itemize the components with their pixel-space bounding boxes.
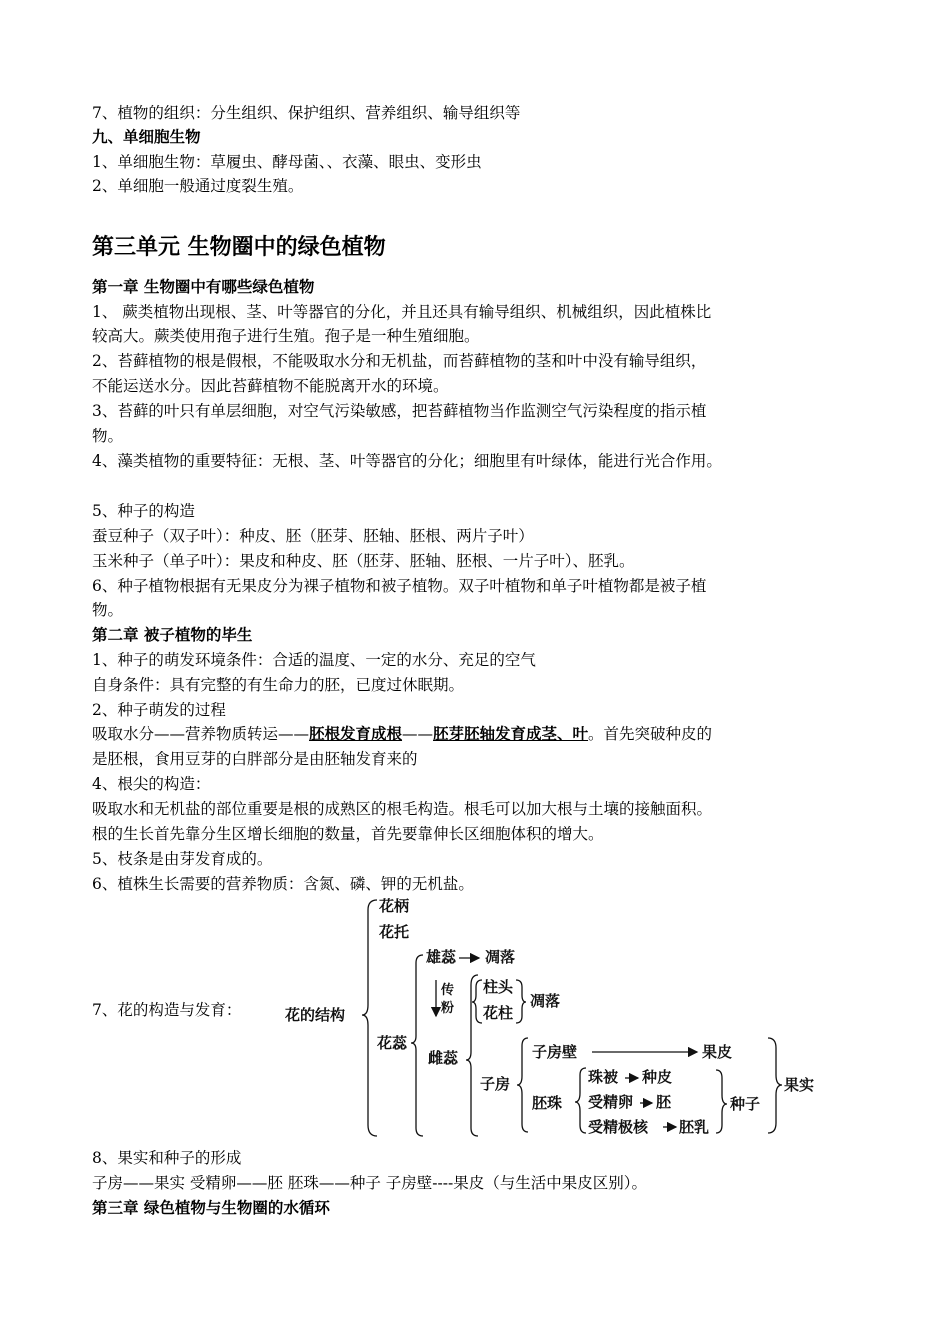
text-line: 1、 蕨类植物出现根、茎、叶等器官的分化，并且还具有输导组织、机械组织，因此植株比 — [92, 303, 712, 321]
text-line: 1、单细胞生物：草履虫、酵母菌、、衣藻、眼虫、变形虫 — [92, 153, 482, 171]
text-line: 6、种子植物根据有无果皮分为裸子植物和被子植物。双子叶植物和单子叶植物都是被子植 — [92, 577, 707, 595]
diagram-label: 种皮 — [642, 1068, 673, 1086]
text-line: 2、单细胞一般通过度裂生殖。 — [92, 177, 304, 195]
diagram-label: 胚乳 — [679, 1118, 710, 1136]
text-line: 8、果实和种子的形成 — [92, 1149, 242, 1167]
diagram-label: 花柱 — [483, 1004, 514, 1022]
text-line: 吸取水和无机盐的部位重要是根的成熟区的根毛构造。根毛可以加大根与土壤的接触面积。 — [92, 800, 713, 818]
text-line: 子房——果实 受精卵——胚 胚珠——种子 子房壁----果皮（与生活中果皮区别）。 — [92, 1174, 647, 1192]
text-line: 不能运送水分。因此苔藓植物不能脱离开水的环境。 — [92, 377, 449, 395]
unit-title: 第三单元 生物圈中的绿色植物 — [92, 234, 386, 260]
underlined-term: 胚芽胚轴发育成茎、叶 — [433, 724, 589, 743]
text-line: 是胚根，食用豆芽的白胖部分是由胚轴发育来的 — [92, 750, 418, 768]
underlined-term: 胚根发育成根 — [309, 724, 403, 743]
diagram-label: 子房壁 — [532, 1043, 578, 1061]
diagram-label: 受精极核 — [588, 1118, 649, 1136]
section-heading: 九、单细胞生物 — [92, 127, 201, 146]
diagram-label: 雌蕊 — [428, 1049, 459, 1067]
text-line: 6、植株生长需要的营养物质：含氮、磷、钾的无机盐。 — [92, 875, 474, 893]
text-line: 物。 — [92, 601, 124, 619]
diagram-label: 胚珠 — [532, 1094, 563, 1112]
chapter-heading: 第二章 被子植物的毕生 — [92, 625, 253, 644]
diagram-label: 胚 — [656, 1093, 672, 1111]
diagram-label: 凋落 — [530, 992, 561, 1010]
diagram-label: 子房 — [480, 1075, 511, 1093]
diagram-label: 花蕊 — [377, 1034, 408, 1052]
chapter-heading: 第三章 绿色植物与生物圈的水循环 — [92, 1198, 330, 1217]
text-span: 吸取水分——营养物质转运—— — [92, 725, 310, 743]
diagram-label: 花托 — [379, 923, 410, 941]
text-line: 2、种子萌发的过程 — [92, 701, 226, 719]
diagram-label: 种子 — [730, 1095, 761, 1113]
chapter-heading: 第一章 生物圈中有哪些绿色植物 — [92, 277, 315, 296]
text-line: 2、苔藓植物的根是假根，不能吸取水分和无机盐，而苔藓植物的茎和叶中没有输导组织， — [92, 352, 707, 370]
text-line: 1、种子的萌发环境条件：合适的温度、一定的水分、充足的空气 — [92, 651, 536, 669]
diagram-label: 雄蕊 — [426, 948, 457, 966]
diagram-label: 珠被 — [588, 1068, 619, 1086]
text-line: 蚕豆种子（双子叶）：种皮、胚（胚芽、胚轴、胚根、两片子叶） — [92, 527, 534, 545]
text-line: 较高大。蕨类使用孢子进行生殖。孢子是一种生殖细胞。 — [92, 327, 480, 345]
diagram-label: 花的结构 — [285, 1006, 346, 1024]
diagram-label: 凋落 — [485, 948, 516, 966]
diagram-label: 柱头 — [483, 978, 514, 996]
text-line: 自身条件：具有完整的有生命力的胚，已度过休眠期。 — [92, 676, 465, 694]
text-line: 玉米种子（单子叶）：果皮和种皮、胚（胚芽、胚轴、胚根、一片子叶）、胚乳。 — [92, 552, 635, 570]
text-line: 5、枝条是由芽发育成的。 — [92, 850, 273, 868]
text-span: —— — [402, 725, 434, 743]
text-line: 物。 — [92, 427, 124, 445]
diagram-label: 受精卵 — [588, 1093, 634, 1111]
text-line: 4、藻类植物的重要特征：无根、茎、叶等器官的分化；细胞里有叶绿体，能进行光合作用。 — [92, 452, 722, 470]
diagram-label: 花柄 — [379, 897, 410, 915]
diagram-label: 粉 — [441, 1001, 455, 1016]
text-line: 7、花的构造与发育： — [92, 1001, 242, 1019]
text-line: 根的生长首先靠分生区增长细胞的数量，首先要靠伸长区细胞体积的增大。 — [92, 825, 604, 843]
text-line: 7、植物的组织：分生组织、保护组织、营养组织、输导组织等 — [92, 104, 521, 122]
text-line: 3、苔藓的叶只有单层细胞，对空气污染敏感，把苔藓植物当作监测空气污染程度的指示植 — [92, 402, 707, 420]
diagram-label: 传 — [441, 983, 455, 998]
text-line: 5、种子的构造 — [92, 502, 195, 520]
text-line: 4、根尖的构造： — [92, 775, 211, 793]
diagram-label: 果实 — [784, 1076, 815, 1094]
diagram-label: 果皮 — [702, 1043, 733, 1061]
text-span: 。首先突破种皮的 — [588, 725, 713, 743]
